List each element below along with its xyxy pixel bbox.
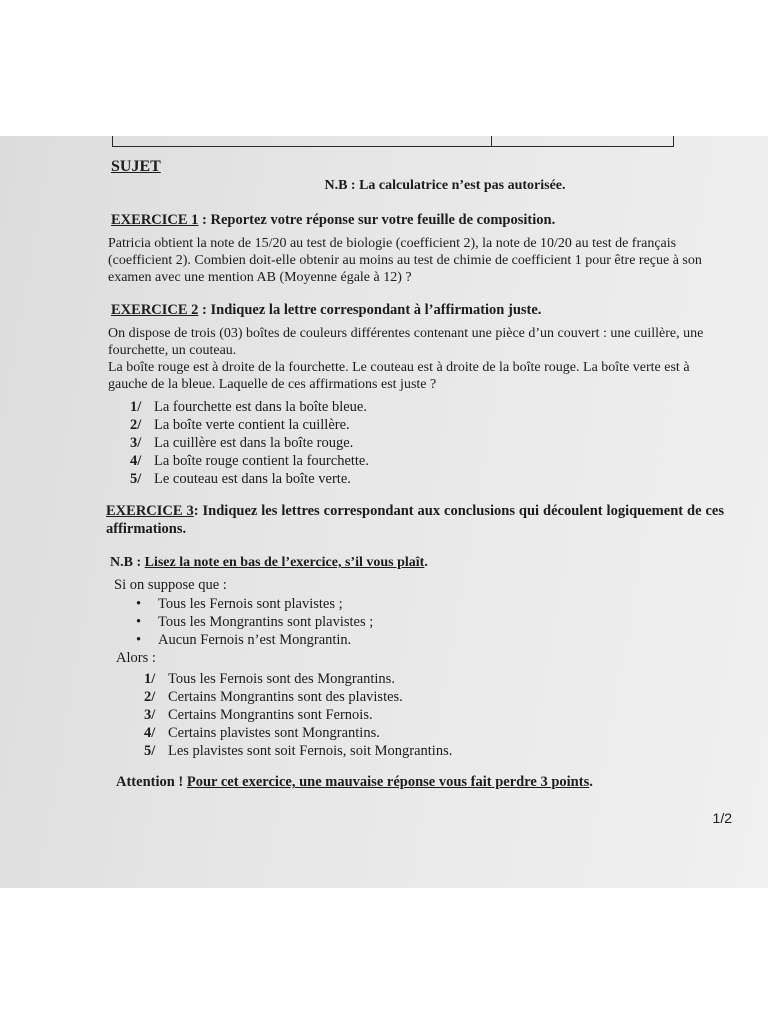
- attention-note: Attention ! Pour cet exercice, une mauvaise réponse vous fait perdre 3 points.: [116, 774, 593, 790]
- exercise-3-note: N.B : Lisez la note en bas de l’exercice, s’il vous plaît.: [110, 555, 428, 570]
- exercise-2-text-1: On dispose de trois (03) boîtes de couleurs différentes contenant une pièce d’un couvert : une cuillère, une fourchette, un couteau.: [108, 326, 704, 358]
- exercise-3-instruction: : Indiquez les lettres correspondant aux conclusions qui découlent logiquement de ces affirmations.: [106, 503, 724, 537]
- list-item: 2/ Certains Mongrantins sont des plavistes.: [144, 689, 403, 705]
- alors-line: Alors :: [116, 650, 156, 666]
- exercise-3-label: EXERCICE 3: [106, 503, 194, 519]
- exercise-2-title: [111, 302, 724, 319]
- exercise-1-text: Patricia obtient la note de 15/20 au test de biologie (coefficient 2), la note de 10/20 au test de français (coefficient 2). Combien doit-elle obtenir au moins au test de chimie de coefficient 1 pour être reçue à son examen avec une mention AB (Moyenne égale à 12) ?: [108, 236, 702, 285]
- exercise-1-instruction: : Reportez votre réponse sur votre feuille de composition.: [198, 212, 556, 228]
- conclusions-list: [144, 671, 724, 760]
- list-item: 3/ Certains Mongrantins sont Fernois.: [144, 707, 373, 723]
- suppose-line: Si on suppose que :: [114, 577, 227, 593]
- list-item: 5/ Les plavistes sont soit Fernois, soit Mongrantins.: [144, 743, 453, 759]
- bullet-icon: •: [136, 614, 142, 630]
- page-number: 1/2: [712, 810, 732, 826]
- sujet-heading: SUJET: [111, 158, 161, 175]
- list-item: 1/ Tous les Fernois sont des Mongrantins.: [144, 671, 395, 687]
- premises-list: [136, 596, 724, 649]
- list-item: 4/ Certains plavistes sont Mongrantins.: [144, 725, 380, 741]
- exercise-1-label: EXERCICE 1: [111, 212, 199, 228]
- list-item: 3/ La cuillère est dans la boîte rouge.: [130, 435, 354, 451]
- exercise-1-title: [111, 212, 724, 229]
- bullet-icon: •: [136, 596, 142, 612]
- bullet-icon: •: [136, 632, 142, 648]
- list-item: • Tous les Mongrantins sont plavistes ;: [136, 614, 374, 630]
- exam-page: [106, 158, 724, 791]
- header-table-fragment: [112, 136, 674, 147]
- list-item: 2/ La boîte verte contient la cuillère.: [130, 417, 350, 433]
- list-item: 1/ La fourchette est dans la boîte bleue.: [130, 399, 367, 415]
- list-item: 5/ Le couteau est dans la boîte verte.: [130, 471, 351, 487]
- exercise-2-options: [130, 399, 724, 488]
- exercise-3-title: [106, 502, 724, 538]
- exercise-2-text-2: La boîte rouge est à droite de la fourchette. Le couteau est à droite de la boîte rouge. La boîte verte est à gauche de la bleue. Laquelle de ces affirmations est juste ?: [108, 360, 690, 392]
- list-item: • Tous les Fernois sont plavistes ;: [136, 596, 343, 612]
- list-item: 4/ La boîte rouge contient la fourchette.: [130, 453, 369, 469]
- calculator-note: N.B : La calculatrice n’est pas autorisée.: [324, 178, 566, 193]
- list-item: • Aucun Fernois n’est Mongrantin.: [136, 632, 352, 648]
- exam-sheet-photo: [0, 136, 768, 888]
- exercise-2-label: EXERCICE 2: [111, 302, 199, 318]
- exercise-2-instruction: : Indiquez la lettre correspondant à l’affirmation juste.: [198, 302, 542, 318]
